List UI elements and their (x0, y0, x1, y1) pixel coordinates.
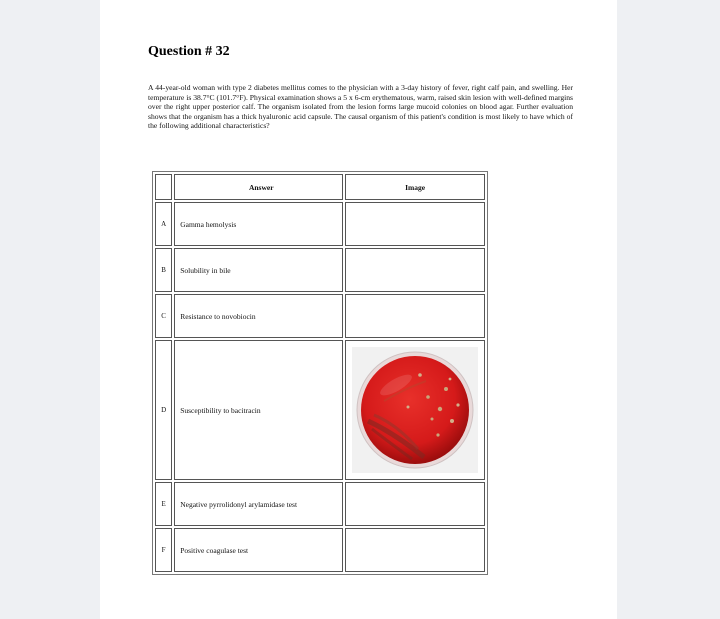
option-text: Positive coagulase test (174, 528, 343, 572)
option-row-b[interactable] (155, 248, 485, 292)
option-letter: B (155, 248, 172, 292)
option-text: Susceptibility to bacitracin (174, 340, 343, 480)
answer-table (152, 171, 488, 575)
option-row-c[interactable] (155, 294, 485, 338)
option-row-e[interactable] (155, 482, 485, 526)
question-stem: A 44-year-old woman with type 2 diabetes mellitus comes to the physician with a 3-day history of fever, right calf pain, and swelling. Her temperature is 38.7°C (101.7°F). Physical examination shows a 5 x 6-cm erythematous, warm, raised skin lesion with well-defined margins over the right upper posterior calf. The organism isolated from the lesion forms large mucoid colonies on blood agar. Further evaluation shows that the organism has a thick hyaluronic acid capsule. The causal organism of this patient's condition is most likely to have which of the following additional characteristics? (148, 83, 573, 130)
option-letter: C (155, 294, 172, 338)
option-row-d[interactable] (155, 340, 485, 480)
option-image-cell (345, 294, 485, 338)
header-image: Image (345, 174, 485, 200)
option-image-cell (345, 528, 485, 572)
option-letter: F (155, 528, 172, 572)
option-image-cell (345, 202, 485, 246)
option-image-cell (345, 340, 485, 480)
header-answer: Answer (174, 174, 343, 200)
option-letter: D (155, 340, 172, 480)
petri-dish-icon (354, 349, 476, 471)
header-blank-cell (155, 174, 172, 200)
option-image-cell (345, 482, 485, 526)
document-page (100, 0, 617, 619)
option-letter: E (155, 482, 172, 526)
option-row-a[interactable] (155, 202, 485, 246)
blood-agar-plate-image (352, 347, 478, 473)
option-row-f[interactable] (155, 528, 485, 572)
question-title: Question # 32 (148, 44, 230, 59)
option-letter: A (155, 202, 172, 246)
option-text: Solubility in bile (174, 248, 343, 292)
option-image-cell (345, 248, 485, 292)
option-text: Resistance to novobiocin (174, 294, 343, 338)
option-text: Gamma hemolysis (174, 202, 343, 246)
option-text: Negative pyrrolidonyl arylamidase test (174, 482, 343, 526)
